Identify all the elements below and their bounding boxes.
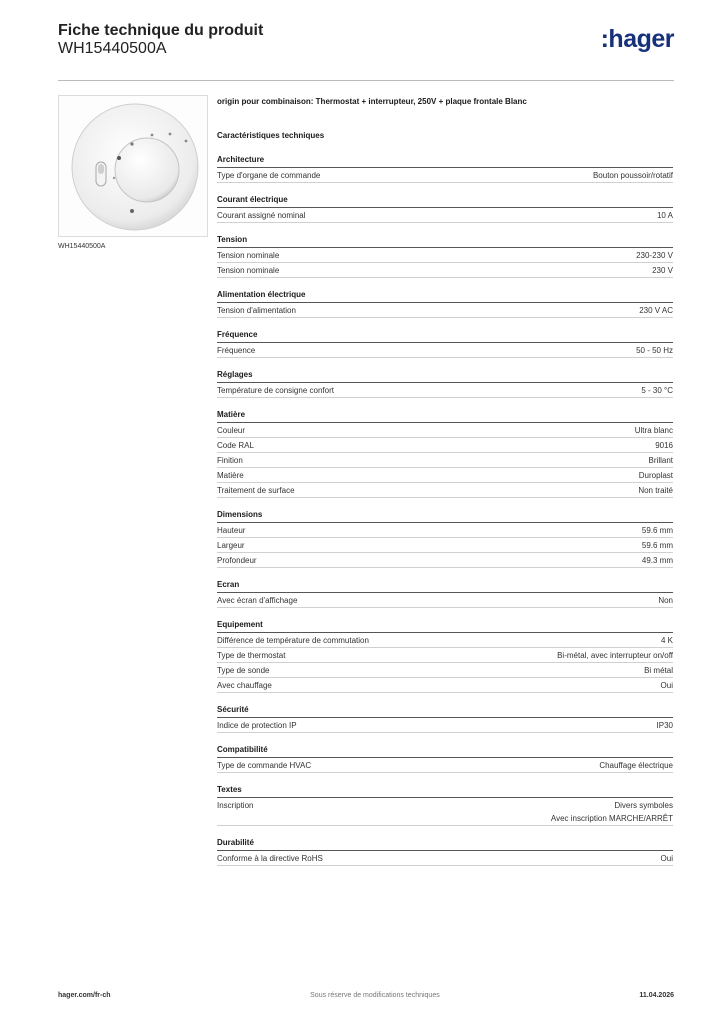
spec-label: Type de commande HVAC [217, 761, 312, 770]
footer-date: 11.04.2026 [639, 992, 674, 999]
spec-value: 4 K [660, 636, 673, 645]
spec-row [217, 208, 673, 223]
spec-row [217, 423, 673, 438]
header-divider [58, 80, 674, 81]
document-header [58, 22, 263, 58]
spec-row [217, 383, 673, 398]
product-code: WH15440500A [58, 40, 167, 57]
spec-label: Courant assigné nominal [217, 211, 306, 220]
spec-groups [217, 153, 673, 866]
spec-value: Chauffage électrique [599, 761, 673, 770]
spec-row [217, 678, 673, 693]
spec-group-title: Durabilité [217, 836, 673, 851]
spec-group-title: Matière [217, 408, 673, 423]
spec-label: Avec écran d'affichage [217, 596, 298, 605]
spec-group-title: Fréquence [217, 328, 673, 343]
spec-row [217, 718, 673, 733]
spec-group-title: Equipement [217, 618, 673, 633]
page-footer [58, 992, 674, 999]
spec-label: Différence de température de commutation [217, 636, 369, 645]
product-image [58, 95, 208, 237]
spec-row [217, 523, 673, 538]
spec-label: Tension nominale [217, 251, 280, 260]
spec-label: Traitement de surface [217, 486, 295, 495]
spec-label: Finition [217, 456, 243, 465]
spec-value: 59.6 mm [641, 541, 673, 550]
spec-value: Non [658, 596, 673, 605]
spec-value: Duroplast [638, 471, 673, 480]
spec-value: Bi-métal, avec interrupteur on/off [557, 651, 673, 660]
spec-row [217, 851, 673, 866]
spec-label: Type de sonde [217, 666, 270, 675]
spec-value: Brillant [648, 456, 673, 465]
footer-disclaimer: Sous réserve de modifications techniques [310, 992, 440, 999]
spec-row [217, 438, 673, 453]
spec-label: Couleur [217, 426, 246, 435]
spec-value: 230 V AC [639, 306, 673, 315]
spec-label: Indice de protection IP [217, 721, 297, 730]
spec-value: Ultra blanc [634, 426, 673, 435]
spec-value: Oui [660, 681, 673, 690]
spec-row [217, 263, 673, 278]
spec-value: 50 - 50 Hz [636, 346, 673, 355]
spec-group-title: Sécurité [217, 703, 673, 718]
footer-website[interactable]: hager.com/fr-ch [58, 992, 111, 999]
spec-label: Code RAL [217, 441, 254, 450]
hager-logo: :hager [600, 25, 674, 53]
product-description: origin pour combinaison: Thermostat + interrupteur, 250V + plaque frontale Blanc [217, 97, 527, 106]
spec-value: Bi métal [644, 666, 673, 675]
spec-group-title: Réglages [217, 368, 673, 383]
spec-value: 9016 [655, 441, 673, 450]
spec-row [217, 648, 673, 663]
spec-row [217, 633, 673, 648]
spec-row [217, 483, 673, 498]
spec-label: Avec chauffage [217, 681, 272, 690]
spec-group-title: Ecran [217, 578, 673, 593]
spec-row [217, 468, 673, 483]
spec-row [217, 553, 673, 568]
spec-row [217, 343, 673, 358]
spec-group-title: Alimentation électrique [217, 288, 673, 303]
spec-row [217, 168, 673, 183]
spec-label: Largeur [217, 541, 245, 550]
page-title: Fiche technique du produit [58, 22, 264, 39]
spec-label: Tension d'alimentation [217, 306, 296, 315]
spec-group-title: Compatibilité [217, 743, 673, 758]
spec-label: Température de consigne confort [217, 386, 334, 395]
section-heading: Caractéristiques techniques [217, 131, 325, 140]
spec-group-title: Architecture [217, 153, 673, 168]
spec-row [217, 758, 673, 773]
spec-row [217, 248, 673, 263]
spec-label: Profondeur [217, 556, 257, 565]
spec-group-title: Courant électrique [217, 193, 673, 208]
spec-row [217, 798, 673, 826]
thermostat-illustration [59, 96, 207, 236]
spec-label: Matière [217, 471, 244, 480]
spec-label: Type d'organe de commande [217, 171, 321, 180]
spec-value: IP30 [656, 721, 673, 730]
spec-group-title: Textes [217, 783, 673, 798]
spec-value: Bouton poussoir/rotatif [592, 171, 673, 180]
image-caption: WH15440500A [58, 243, 106, 250]
spec-row [217, 453, 673, 468]
spec-row [217, 303, 673, 318]
spec-label: Conforme à la directive RoHS [217, 854, 323, 863]
spec-row [217, 538, 673, 553]
spec-value: 10 A [656, 211, 673, 220]
spec-value: 230-230 V [636, 251, 673, 260]
spec-label: Fréquence [217, 346, 256, 355]
spec-group-title: Tension [217, 233, 673, 248]
spec-row [217, 593, 673, 608]
spec-value: Non traité [638, 486, 673, 495]
spec-value: Divers symboles Avec inscription MARCHE/ARRÊT [550, 801, 673, 823]
spec-row [217, 663, 673, 678]
spec-value: 230 V [652, 266, 673, 275]
spec-group-title: Dimensions [217, 508, 673, 523]
spec-sheet [217, 95, 673, 866]
spec-label: Inscription [217, 801, 254, 810]
spec-label: Hauteur [217, 526, 246, 535]
spec-value: Oui [660, 854, 673, 863]
spec-value: 49.3 mm [641, 556, 673, 565]
spec-value: 59.6 mm [641, 526, 673, 535]
spec-label: Tension nominale [217, 266, 280, 275]
spec-value: 5 - 30 °C [641, 386, 673, 395]
spec-label: Type de thermostat [217, 651, 286, 660]
